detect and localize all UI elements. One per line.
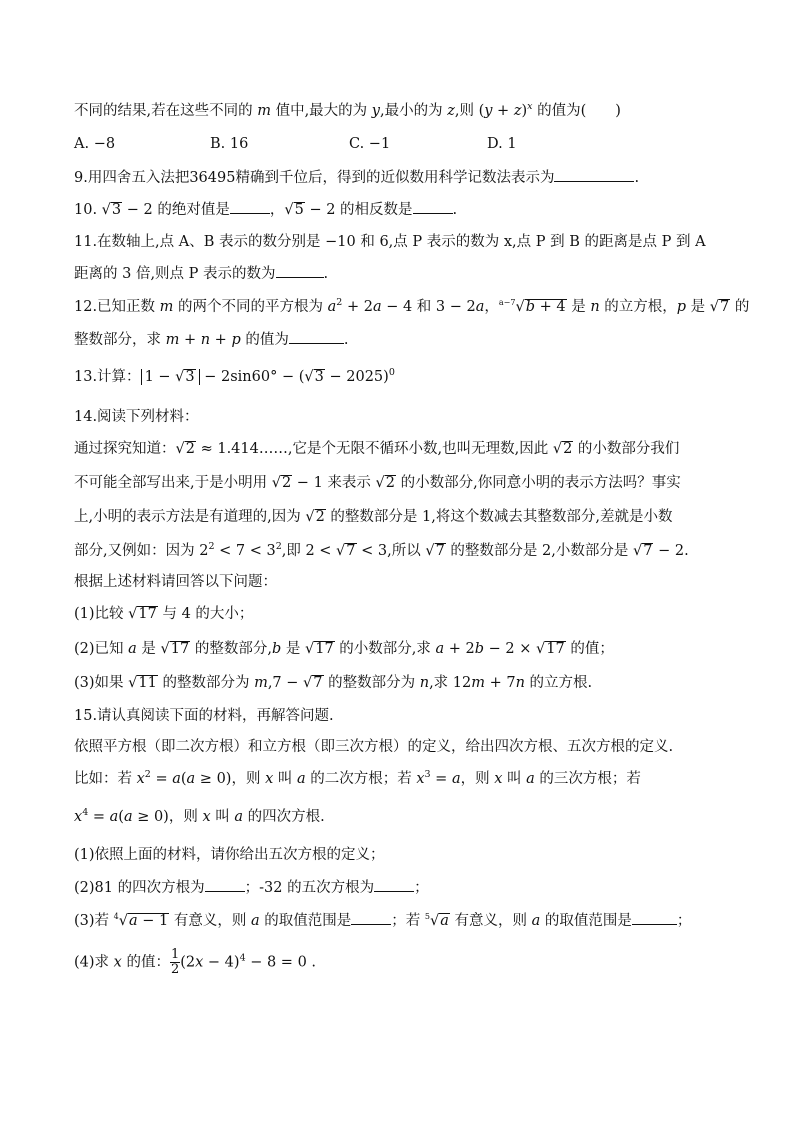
fraction-half: $\frac{1}{2}$ bbox=[170, 947, 180, 977]
answer-blank bbox=[276, 263, 324, 278]
q14-p3: 上,小明的表示方法是有道理的,因为 √2 的整数部分是 1,将这个数减去其整数部分,差就是小数 bbox=[74, 509, 673, 525]
choice-c: C. −1 bbox=[349, 136, 391, 152]
q12-line1: 12.已知正数 m 的两个不同的平方根为 $a^2 + 2a - 4$ 和 3 − 2a，$^{a-7}$√b + 4 是 n 的立方根，p 是 √7 的 bbox=[74, 297, 750, 315]
answer-blank bbox=[374, 877, 414, 892]
q15-s2-part2: ；-32 的五次方根为 bbox=[244, 880, 375, 896]
q14-p5: 根据上述材料请回答以下问题： bbox=[74, 574, 277, 590]
q15-p1: 依照平方根（即二次方根）和立方根（即三次方根）的定义，给出四次方根、五次方根的定义. bbox=[74, 739, 674, 755]
q14-p2: 不可能全部写出来,于是小明用 √2 − 1 来表示 √2 的小数部分,你同意小明的表示方法吗？事实 bbox=[74, 475, 681, 491]
q15-s1: (1)依照上面的材料，请你给出五次方根的定义； bbox=[74, 847, 385, 863]
q11-line2: 距离的 3 倍,则点 P 表示的数为 . bbox=[74, 263, 328, 284]
q12-line2: 整数部分，求 m + n + p 的值为 . bbox=[74, 329, 348, 350]
q15-s4: (4)求 x 的值： $\frac{1}{2}$ $(2x - 4)^4 - 8 = 0$ . bbox=[74, 947, 317, 977]
q15-s2-part1: (2)81 的四次方根为 bbox=[74, 880, 205, 896]
answer-blank bbox=[205, 877, 245, 892]
question-10: 10. √3 − 2 的绝对值是 ，√5 − 2 的相反数是 . bbox=[74, 199, 457, 220]
answer-blank bbox=[632, 910, 677, 925]
q14-title: 14.阅读下列材料： bbox=[74, 409, 199, 425]
q14-p4: 部分,又例如：因为 $2^2 < 7 < 3^2$,即 2 < √7 < 3,所以 √7 的整数部分是 2,小数部分是 √7 − 2. bbox=[74, 541, 689, 559]
question-9: 9.用四舍五入法把36495精确到千位后，得到的近似数用科学记数法表示为 . bbox=[74, 167, 639, 188]
q11-text: 距离的 3 倍,则点 P 表示的数为 bbox=[74, 266, 276, 282]
q15-title: 15.请认真阅读下面的材料，再解答问题. bbox=[74, 708, 334, 724]
q15-s2 bbox=[74, 877, 429, 898]
q14-s2: (2)已知 a 是 √17 的整数部分,b 是 √17 的小数部分,求 a + 2b − 2 × √17 的值； bbox=[74, 641, 614, 657]
answer-blank bbox=[554, 167, 634, 182]
q15-p3: $x^4 = a(a \ge 0)$，则 x 叫 a 的四次方根. bbox=[74, 807, 325, 825]
choice-b: B. 16 bbox=[210, 136, 249, 152]
answer-blank bbox=[351, 910, 391, 925]
answer-blank bbox=[289, 329, 344, 344]
q9-text: 9.用四舍五入法把36495精确到千位后，得到的近似数用科学记数法表示为 bbox=[74, 170, 555, 186]
q8-line: 不同的结果,若在这些不同的 m 值中,最大的为 y,最小的为 z,则 $(y + z)^x$ 的值为( ) bbox=[74, 101, 621, 119]
choice-a: A. −8 bbox=[74, 136, 116, 152]
q14-s1: (1)比较 √17 与 4 的大小； bbox=[74, 606, 254, 622]
q15-p2: 比如：若 $x^2 = a(a \ge 0)$，则 x 叫 a 的二次方根；若 $x^3 = a$，则 x 叫 a 的三次方根；若 bbox=[74, 769, 641, 787]
answer-blank bbox=[230, 199, 270, 214]
q15-s2-part3: ； bbox=[414, 880, 429, 896]
q14-p1: 通过探究知道：√2 ≈ 1.414……,它是个无限不循环小数,也叫无理数,因此 √2 的小数部分我们 bbox=[74, 441, 680, 457]
q15-s3: (3)若 $^4$√a − 1 有意义，则 a 的取值范围是 ；若 $^5$√a 有意义，则 a 的取值范围是 ； bbox=[74, 912, 692, 929]
question-13: 13.计算： $1 - √3 - 2\sin 60^\circ - (√3 - 2025)^0$ bbox=[74, 367, 395, 385]
q11-line1: 11.在数轴上,点 A、B 表示的数分别是 −10 和 6,点 P 表示的数为 x,点 P 到 B 的距离是点 P 到 A bbox=[74, 234, 706, 250]
q14-s3: (3)如果 √11 的整数部分为 m,7 − √7 的整数部分为 n,求 12m + 7n 的立方根. bbox=[74, 675, 593, 691]
answer-blank bbox=[413, 199, 453, 214]
choice-d: D. 1 bbox=[487, 136, 517, 152]
